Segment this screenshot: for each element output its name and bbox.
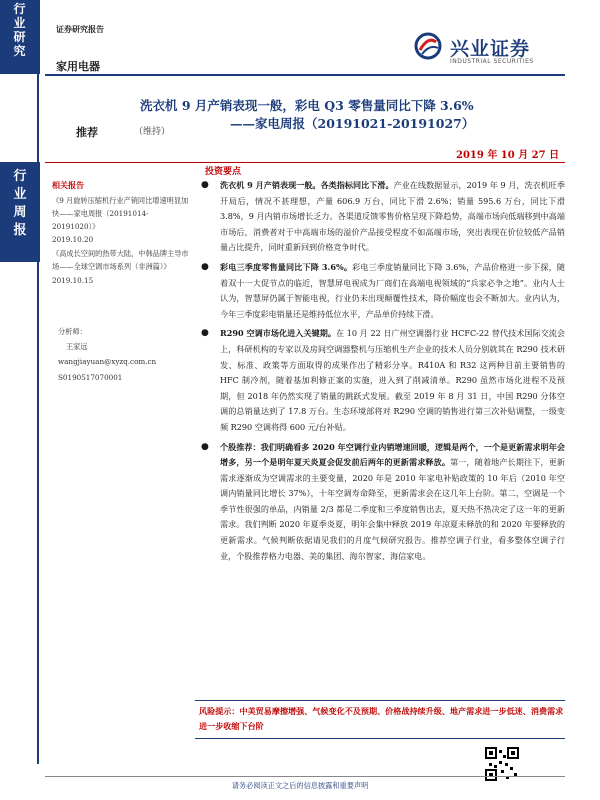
analyst-email[interactable]: wangjiayuan@xyzq.com.cn	[58, 357, 157, 367]
footer-disclaimer: 请务必阅读正文之后的信息披露和重要声明	[231, 781, 369, 790]
related-report-date: 2019.10.15	[52, 275, 94, 285]
investment-point	[201, 326, 565, 435]
risk-divider-bottom	[195, 738, 565, 739]
strip-top-char: 业	[13, 16, 27, 30]
industry-label: 家用电器	[56, 60, 100, 73]
rating-value: （维持）	[134, 127, 171, 137]
report-title-line2: ——家电周报（20191021-20191027）	[230, 116, 475, 131]
investment-points	[201, 178, 565, 564]
logo-text-cn: 兴业证券	[450, 38, 531, 60]
related-report-link[interactable]: 《9 月旋转压缩机行业产销同比增速明显加快——家电周报（20191014-20191020）》	[52, 196, 189, 231]
company-logo	[412, 32, 572, 72]
point-headline: R290 空调市场化进入关键期。	[220, 328, 337, 339]
risk-divider-top	[195, 700, 565, 701]
header-divider	[45, 74, 565, 76]
risk-warning: 风险提示：中美贸易摩擦增强、气候变化不及预期、价格战持续升级、地产需求进一步低迷、消费需求进一步收缩下台阶	[199, 706, 564, 731]
section-title: 投资要点	[205, 167, 242, 177]
bullet-icon: ●	[201, 261, 209, 272]
related-report-date: 2019.10.20	[52, 235, 94, 245]
strip-mid-char: 周	[13, 205, 27, 220]
logo-mark-icon	[414, 32, 442, 60]
point-body: 在 10 月 22 日广州空调器行业 HCFC-22 替代技术国际交流会上，科研机构的专家以及房间空调器整机与压缩机生产企业的技术人员分别就其在 R290 技术研发、标准、政策等方面取得的成果作出了精彩分享。R410A 和 R32 这两种目前主要销售的 HFC 制冷剂，随着基加利修正案的实施，进入到了削减清单。R290 虽然市场化进程不及预期，但 2018 年仍然实现了销量的跳跃式发展。截至 2019 年 8 月 31 日，中国 R290 分体空调的总销量达到了 17.8 万台。生态环境部将对 R290 空调的销售进行第三次补贴调整，一级变频 R290 空调将得 600 元/台补贴。	[220, 328, 565, 432]
date-divider	[45, 162, 565, 163]
strip-mid-label	[0, 162, 40, 262]
report-title-line1: 洗衣机 9 月产销表现一般，彩电 Q3 零售量同比下降 3.6%	[140, 98, 474, 113]
investment-point	[201, 440, 565, 565]
investment-point	[201, 178, 565, 256]
report-date: 2019 年 10 月 27 日	[456, 150, 560, 161]
strip-mid-char: 行	[13, 169, 27, 184]
related-reports-list	[52, 195, 192, 289]
strip-top-char: 究	[13, 44, 27, 58]
point-headline: 洗衣机 9 月产销表现一般。各类指标同比下滑。	[220, 180, 394, 190]
strip-mid-char: 报	[13, 223, 27, 238]
strip-top-char: 研	[13, 30, 27, 44]
report-type-label: 证券研究报告	[56, 24, 104, 34]
point-headline: 个股推荐：我们明确看多 2020 年空调行业内销增速回暖，逻辑是两个，一个是更新需求明年会增多，另一个是明年夏天炎夏会促发前后两年的更新需求释放。	[220, 441, 565, 468]
point-body: 彩电三季度销量同比下降 3.6%，产品价格进一步下探，随着双十一大促节点的临近，智慧屏电视成为厂商们在高端电视领域的“兵家必争之地”。业内人士认为，智慧屏仍属于智能电视，行业仍未出现颠覆性技术，降价幅度也会不断加大。业内认为，今年三季度彩电销量还是维持低位水平，产品单价持续下滑。	[220, 261, 565, 319]
footer-divider	[45, 776, 565, 777]
point-body: 第一，随着地产长期往下，更新需求逐渐成为空调需求的主要变量，2020 年是 2010 年家电补贴政策的 10 年后（2010 年空调内销量同比增长 37%），十年空调寿命降至，更新需求会在这几年上台阶。第二，空调是一个季节性很强的单品，内销量 2/3 都是二季度和三季度销售出去，夏天热不热决定了这一年的更新需求。我们判断 2020 年夏季炎夏，明年会集中释放 2019 年凉夏未释放的和 2020 年要释放的更新需求。气候判断依据请见我们的月度气候研究报告。推荐空调子行业，看多整体空调子行业，个股推荐格力电器、美的集团、海尔智家、海信家电。	[220, 457, 565, 561]
analyst-block	[58, 324, 188, 385]
bullet-icon: ●	[201, 180, 209, 190]
related-report-link[interactable]: 《高成长空间的热带大陆，中韩品牌主导市场——全球空调市场系列（非洲篇）》	[52, 249, 189, 271]
strip-mid-char: 业	[13, 187, 27, 202]
analyst-label: 分析师：	[58, 327, 87, 336]
point-headline: 彩电三季度零售量同比下降 3.6%。	[220, 261, 353, 272]
analyst-cert: S0190517070001	[58, 372, 123, 382]
bullet-icon: ●	[201, 328, 209, 339]
strip-top-char: 行	[13, 2, 27, 16]
investment-point	[201, 260, 565, 322]
analyst-name: 王家远	[66, 342, 88, 352]
bullet-icon: ●	[201, 441, 209, 452]
point-body: 产业在线数据显示，2019 年 9 月，洗衣机旺季开局后，情况不甚理想，产量 606.9 万台，同比下滑 2.6%；销量 595.6 万台，同比下滑 3.8%，9 月内销市场增长乏力。各渠道反馈零售价格呈现下降趋势，高端市场向低端移到中高端市场后，消费者对于中高端市场的溢价产品接受程度不如高端市场，突出表现在价位较低产品销量占比提升，同时重新回到价格竞争时代。	[220, 180, 566, 253]
rating-label: 推荐	[76, 126, 98, 139]
left-strip	[0, 0, 40, 800]
related-reports-title: 相关报告	[52, 180, 84, 190]
logo-text-en: INDUSTRIAL SECURITIES	[450, 58, 534, 65]
strip-top-label	[0, 0, 40, 74]
